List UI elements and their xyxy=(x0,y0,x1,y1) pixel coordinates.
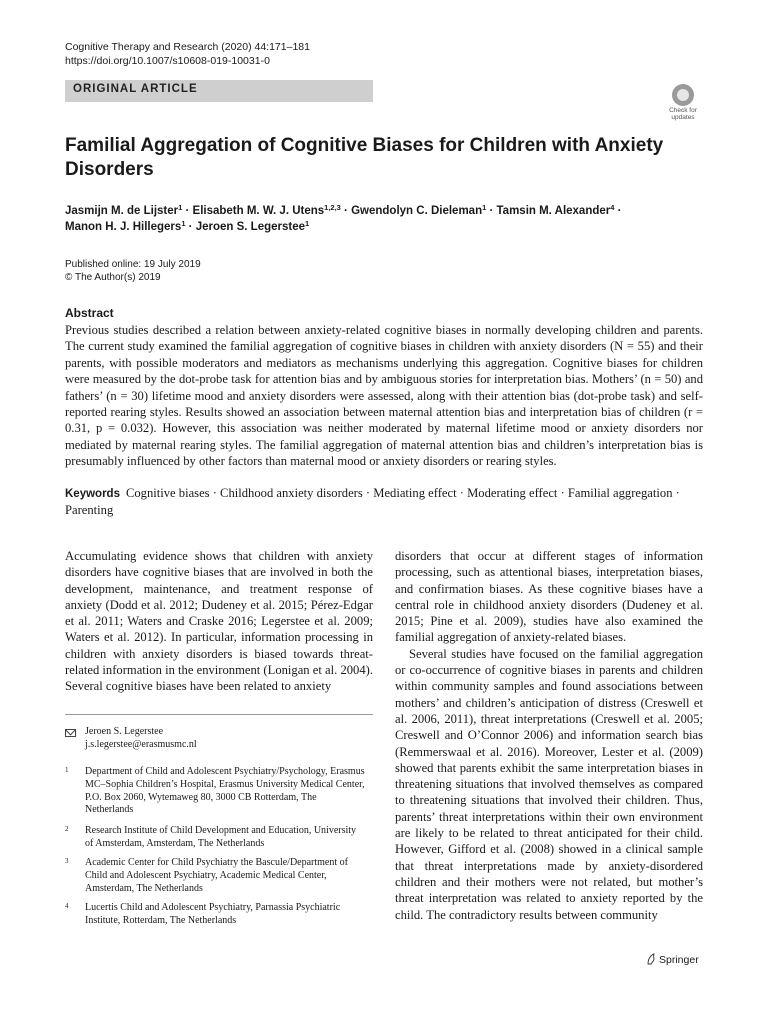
article-title: Familial Aggregation of Cognitive Biases for Children with Anxiety Disorders xyxy=(65,135,664,180)
article-type-label: ORIGINAL ARTICLE xyxy=(73,83,198,95)
badge-text-line1: Check for xyxy=(669,107,697,114)
abstract-heading: Abstract xyxy=(65,306,114,320)
affiliation-number: 2 xyxy=(65,825,69,833)
copyright-notice: © The Author(s) 2019 xyxy=(65,272,161,283)
author-affiliation-ref: 1,2,3 xyxy=(324,203,341,212)
corresponding-author xyxy=(65,726,365,752)
affiliation-number: 3 xyxy=(65,857,69,865)
author-separator: · xyxy=(182,205,193,217)
author-name[interactable]: Manon H. J. Hillegers xyxy=(65,221,182,233)
published-date: Published online: 19 July 2019 xyxy=(65,259,201,270)
affiliation-text: Research Institute of Child Development and Education, University of Amsterdam, Amsterdam, The Netherlands xyxy=(85,825,357,849)
keywords-heading: Keywords xyxy=(65,488,120,500)
footnote-divider xyxy=(65,714,373,715)
author-affiliation-ref: 1 xyxy=(482,203,487,212)
author-name[interactable]: Jasmijn M. de Lijster xyxy=(65,205,179,217)
author-name[interactable]: Elisabeth M. W. J. Utens xyxy=(192,205,325,217)
contact-name: Jeroen S. Legerstee xyxy=(85,726,164,737)
abstract-text: Previous studies described a relation between anxiety-related cognitive biases in normally developing children and parents. The current study examined the familial aggregation of cognitive biases in children with anxiety disorders (N = 55) and their parents, with possible moderators and mediators as mechanisms underlying this aggregation. Cognitive biases for children were measured by the dot-probe task for attention bias and by ambiguous stories for interpretation bias. Mothers’ (n = 50) and fathers’ (n = 30) lifetime mood and anxiety disorders were assessed, along with their attention bias (dot-probe task) and self-reported rearing styles. Results showed an association between maternal attention bias and interpretation bias of children (r = 0.31, p = 0.032). However, this association was neither moderated by maternal lifetime mood or anxiety disorders nor mediated by maternal rearing styles. The familial aggregation of maternal attention bias and children’s interpretation bias is presumably influenced by other factors than maternal mood or anxiety disorders or rearing styles. xyxy=(65,323,703,469)
check-for-updates-badge[interactable] xyxy=(664,84,702,124)
body-column-right xyxy=(395,548,703,923)
affiliation xyxy=(65,902,365,928)
author-name[interactable]: Jeroen S. Legerstee xyxy=(195,221,306,233)
author-name[interactable]: Tamsin M. Alexander xyxy=(496,205,611,217)
springer-horse-icon xyxy=(646,953,656,965)
journal-name-volume: Cognitive Therapy and Research (2020) 44:171–181 xyxy=(65,41,310,53)
affiliation xyxy=(65,857,365,895)
affiliation xyxy=(65,825,365,851)
journal-citation xyxy=(65,40,310,68)
author-name[interactable]: Gwendolyn C. Dieleman xyxy=(351,205,483,217)
body-paragraph: disorders that occur at different stages of information processing, such as attentional biases, interpretation biases, and confirmation biases. As these cognitive biases have a central role in childhood anxiety disorders (Dudeney et al. 2015; Pine et al. 2009), studies have also examined the familial aggregation of anxiety-related biases. xyxy=(395,549,703,645)
affiliation-text: Department of Child and Adolescent Psychiatry/Psychology, Erasmus MC–Sophia Children’s Hospital, Erasmus University Medical Center, P.O. Box 2060, Wytemaweg 80, 3000 CB Rotterdam, The Netherlands xyxy=(85,766,365,816)
affiliation-text: Lucertis Child and Adolescent Psychiatry, Parnassia Psychiatric Institute, Rotterdam, The Netherlands xyxy=(85,902,341,926)
keywords-section xyxy=(65,485,703,519)
publication-info xyxy=(65,258,201,284)
doi-link[interactable]: https://doi.org/10.1007/s10608-019-10031-0 xyxy=(65,55,270,67)
keywords-list: Cognitive biases · Childhood anxiety disorders · Mediating effect · Moderating effect · Familial aggregation · Parenting xyxy=(65,486,680,518)
check-updates-icon xyxy=(672,84,694,106)
affiliation-text: Academic Center for Child Psychiatry the Bascule/Department of Child and Adolescent Psychiatry, Academic Medical Center, Amsterdam, The Netherlands xyxy=(85,857,348,894)
body-column-left xyxy=(65,548,373,695)
author-separator: · xyxy=(340,205,352,217)
publisher-logo xyxy=(646,953,699,966)
badge-text-line2: updates xyxy=(671,114,695,121)
author-separator: · xyxy=(614,205,622,217)
affiliation xyxy=(65,766,365,817)
author-affiliation-ref: 1 xyxy=(305,219,310,228)
affiliation-number: 4 xyxy=(65,902,69,910)
body-paragraph: Accumulating evidence shows that children with anxiety disorders have cognitive biases that are involved in both the development, maintenance, and treatment response of anxiety (Dodd et al. 2012; Dudeney et al. 2015; Pérez-Edgar et al. 2011; Waters and Craske 2016; Legerstee et al. 2009; Waters et al. 2012). In particular, information processing in children with anxiety disorders is biased towards threat-related information in the environment (Lonigan et al. 2004). Several cognitive biases have been related to anxiety xyxy=(65,549,373,694)
author-affiliation-ref: 1 xyxy=(178,203,183,212)
body-paragraph: Several studies have focused on the familial aggregation or co-occurrence of cognitive biases in parents and children within community samples and found associations between mothers’ and children’s anticipation of distress (Creswell et al. 2006, 2011), threat interpretations (Creswell et al. 2005; Creswell and O’Connor 2006) and information search bias (Remmerswaal et al. 2016). Moreover, Lester et al. (2009) showed that parents exhibit the same interpretation biases in threatening situations that involved themselves as compared to threatening situations that involved their children. Thus, parents’ threat interpretations within their own environment are likely to be related to threat anticipated for their child. However, Gifford et al. (2008) showed in a clinical sample that threat interpretations made by anxiety-disordered children and their mothers were not related, but mother’s threat interpretation was related to anxiety reported by the child. The contradictory results between community xyxy=(395,646,703,922)
affiliation-number: 1 xyxy=(65,766,69,774)
author-affiliation-ref: 1 xyxy=(181,219,186,228)
contact-email[interactable]: j.s.legerstee@erasmusmc.nl xyxy=(85,738,197,750)
author-affiliation-ref: 4 xyxy=(610,203,615,212)
publisher-name: Springer xyxy=(659,954,699,966)
author-separator: · xyxy=(486,205,497,217)
article-type-banner xyxy=(65,80,373,102)
author-list xyxy=(65,203,685,235)
author-separator: · xyxy=(185,221,196,233)
envelope-icon xyxy=(65,729,76,737)
